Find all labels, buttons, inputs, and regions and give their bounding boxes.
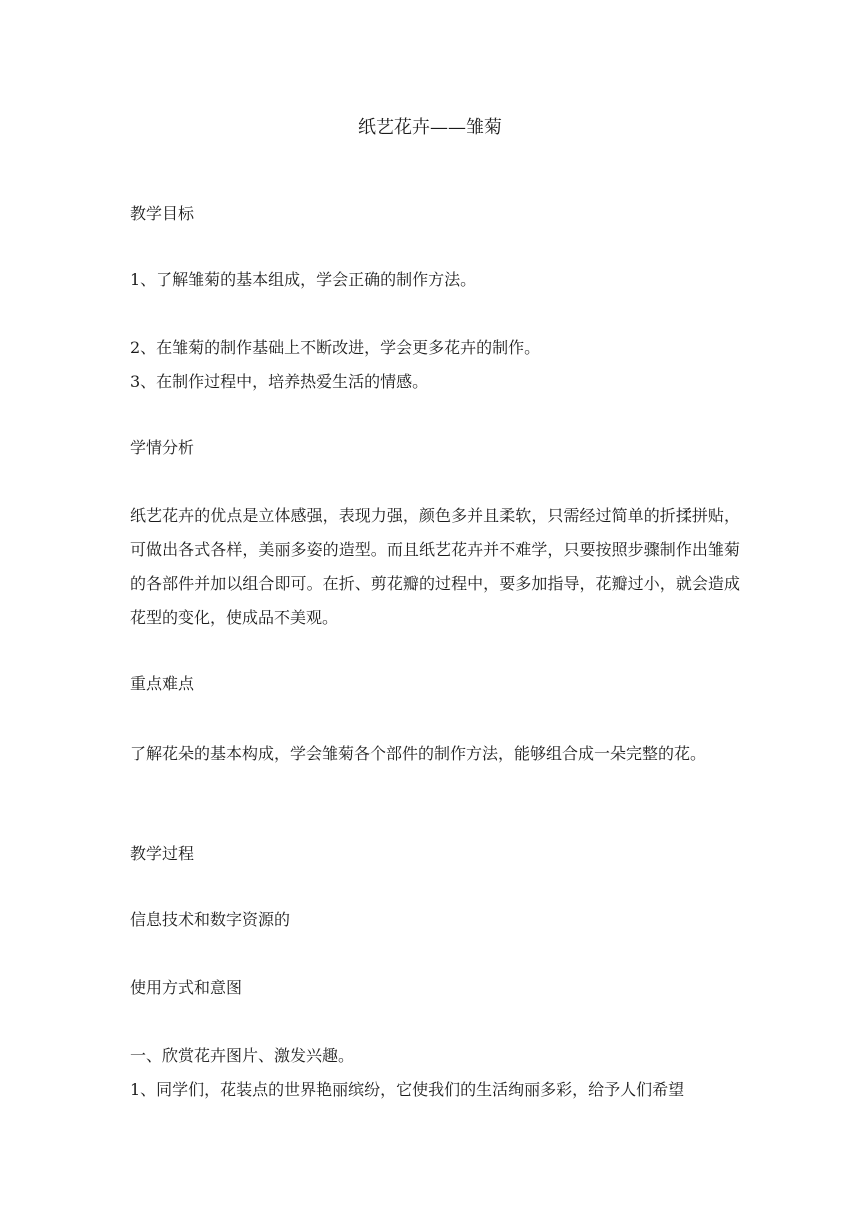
objective-item-1: 1、了解雏菊的基本组成，学会正确的制作方法。 bbox=[130, 270, 477, 289]
section-heading-analysis: 学情分析 bbox=[130, 438, 195, 457]
keypoints-paragraph: 了解花朵的基本构成，学会雏菊各个部件的制作方法，能够组合成一朵完整的花。 bbox=[130, 744, 707, 763]
process-label-line-1: 信息技术和数字资源的 bbox=[130, 910, 291, 929]
step-1-text: 1、同学们，花装点的世界艳丽缤纷，它使我们的生活绚丽多彩，给予人们希望 bbox=[130, 1080, 685, 1099]
step-heading-1: 一、欣赏花卉图片、激发兴趣。 bbox=[130, 1046, 355, 1065]
objective-item-3: 3、在制作过程中，培养热爱生活的情感。 bbox=[130, 372, 429, 391]
section-heading-process: 教学过程 bbox=[130, 844, 195, 863]
process-label-line-2: 使用方式和意图 bbox=[130, 978, 243, 997]
section-heading-objectives: 教学目标 bbox=[130, 204, 195, 223]
objective-item-2: 2、在雏菊的制作基础上不断改进，学会更多花卉的制作。 bbox=[130, 338, 541, 357]
section-heading-keypoints: 重点难点 bbox=[130, 674, 195, 693]
analysis-paragraph: 纸艺花卉的优点是立体感强，表现力强，颜色多并且柔软，只需经过简单的折揉拼贴，可做出各式各样，美丽多姿的造型。而且纸艺花卉并不难学，只要按照步骤制作出雏菊的各部件并加以组合即可。在折、剪花瓣的过程中，要多加指导，花瓣过小，就会造成花型的变化，使成品不美观。 bbox=[130, 506, 740, 627]
document-title: 纸艺花卉——雏菊 bbox=[358, 117, 502, 138]
